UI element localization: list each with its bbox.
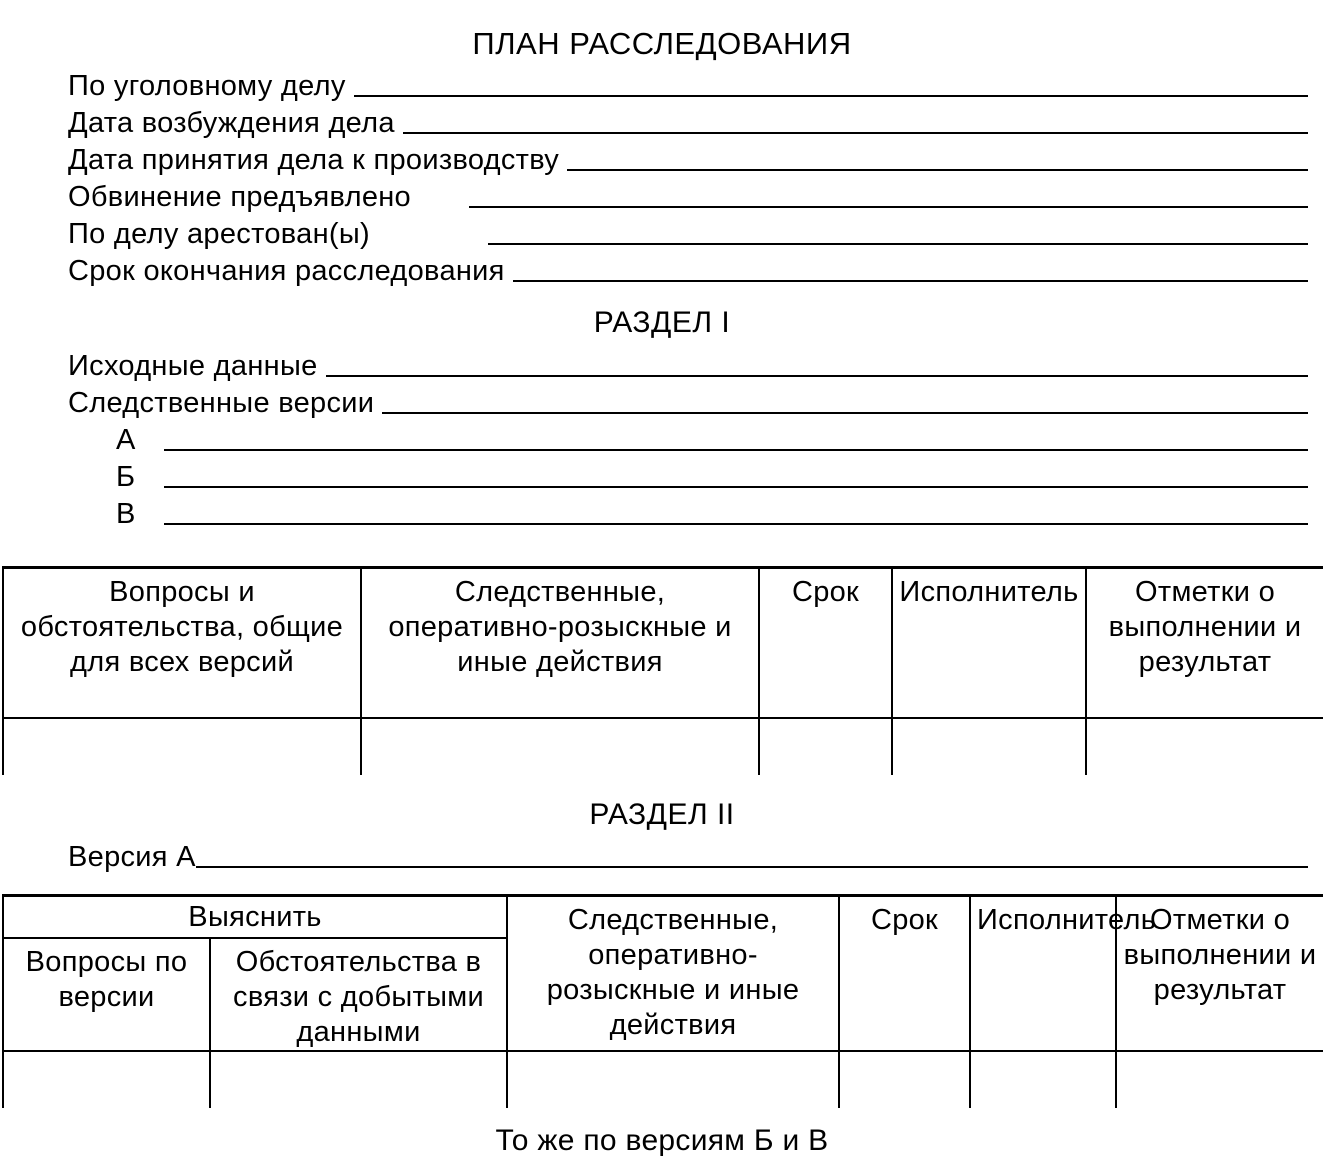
field-charge-filed	[68, 177, 1308, 213]
footer-note: То же по версиям Б и В	[495, 1124, 829, 1157]
field-investigation-deadline	[68, 251, 1308, 287]
group-header-clarify: Выяснить	[3, 896, 507, 938]
version-letter: В	[116, 498, 136, 530]
table-header-row	[3, 896, 1323, 938]
section1-table	[2, 566, 1323, 775]
table-cell[interactable]	[970, 1051, 1116, 1108]
field-label: Дата возбуждения дела	[68, 107, 395, 139]
field-label: Следственные версии	[68, 387, 375, 419]
field-label: Срок окончания расследования	[68, 255, 505, 287]
blank-line[interactable]	[164, 449, 1308, 451]
field-criminal-case	[68, 66, 1308, 102]
table-cell[interactable]	[892, 718, 1086, 775]
column-header-circumstances: Обстоятельства в связи с добытыми данными	[210, 938, 507, 1051]
section2-title: РАЗДЕЛ II	[589, 798, 735, 831]
field-investigative-versions	[68, 383, 1308, 419]
version-letter: Б	[116, 461, 136, 493]
version-letter: А	[116, 424, 136, 456]
section2-table	[2, 894, 1323, 1108]
column-header-actions: Следственные, оперативно-розыскные и иные действия	[507, 896, 839, 1051]
field-version-b	[116, 457, 1308, 493]
field-label: Обвинение предъявлено	[68, 181, 411, 213]
blank-line[interactable]	[403, 132, 1308, 134]
table-cell[interactable]	[361, 718, 759, 775]
table-header-row	[3, 568, 1323, 718]
blank-line[interactable]	[567, 169, 1308, 171]
column-header-actions: Следственные, оперативно-розыскные и иные действия	[361, 568, 759, 718]
field-label: По уголовному делу	[68, 70, 346, 102]
field-case-accepted-date	[68, 140, 1308, 176]
column-header-executor: Исполнитель	[970, 896, 1116, 1051]
table-cell[interactable]	[210, 1051, 507, 1108]
section1-title: РАЗДЕЛ I	[593, 306, 731, 339]
column-header-completion-notes: Отметки о выполнении и результат	[1116, 896, 1323, 1051]
column-header-deadline: Срок	[759, 568, 892, 718]
blank-line[interactable]	[354, 95, 1308, 97]
column-header-version-questions: Вопросы по версии	[3, 938, 210, 1051]
blank-line[interactable]	[164, 486, 1308, 488]
table-cell[interactable]	[3, 718, 361, 775]
field-version-a	[116, 420, 1308, 456]
field-version-v	[116, 494, 1308, 530]
table-row	[3, 718, 1323, 775]
table-cell[interactable]	[1116, 1051, 1323, 1108]
field-label: Дата принятия дела к производству	[68, 144, 560, 176]
blank-line[interactable]	[164, 523, 1308, 525]
blank-line[interactable]	[469, 206, 1308, 208]
table-cell[interactable]	[3, 1051, 210, 1108]
field-label: По делу арестован(ы)	[68, 218, 370, 250]
table-cell[interactable]	[759, 718, 892, 775]
column-header-deadline: Срок	[839, 896, 970, 1051]
blank-line[interactable]	[488, 243, 1308, 245]
table-row	[3, 1051, 1323, 1108]
field-case-opened-date	[68, 103, 1308, 139]
field-label: Исходные данные	[68, 350, 318, 382]
column-header-executor: Исполнитель	[892, 568, 1086, 718]
column-header-common-questions: Вопросы и обстоятельства, общие для всех версий	[3, 568, 361, 718]
field-version-a-detail	[68, 837, 1308, 873]
blank-line[interactable]	[513, 280, 1308, 282]
document-title: ПЛАН РАССЛЕДОВАНИЯ	[472, 26, 852, 61]
field-arrested	[68, 214, 1308, 250]
table-cell[interactable]	[507, 1051, 839, 1108]
blank-line[interactable]	[326, 375, 1308, 377]
field-initial-data	[68, 346, 1308, 382]
column-header-completion-notes: Отметки о выполнении и результат	[1086, 568, 1323, 718]
table-cell[interactable]	[839, 1051, 970, 1108]
field-label: Версия А	[68, 841, 196, 873]
blank-line[interactable]	[196, 866, 1308, 868]
blank-line[interactable]	[382, 412, 1308, 414]
table-cell[interactable]	[1086, 718, 1323, 775]
